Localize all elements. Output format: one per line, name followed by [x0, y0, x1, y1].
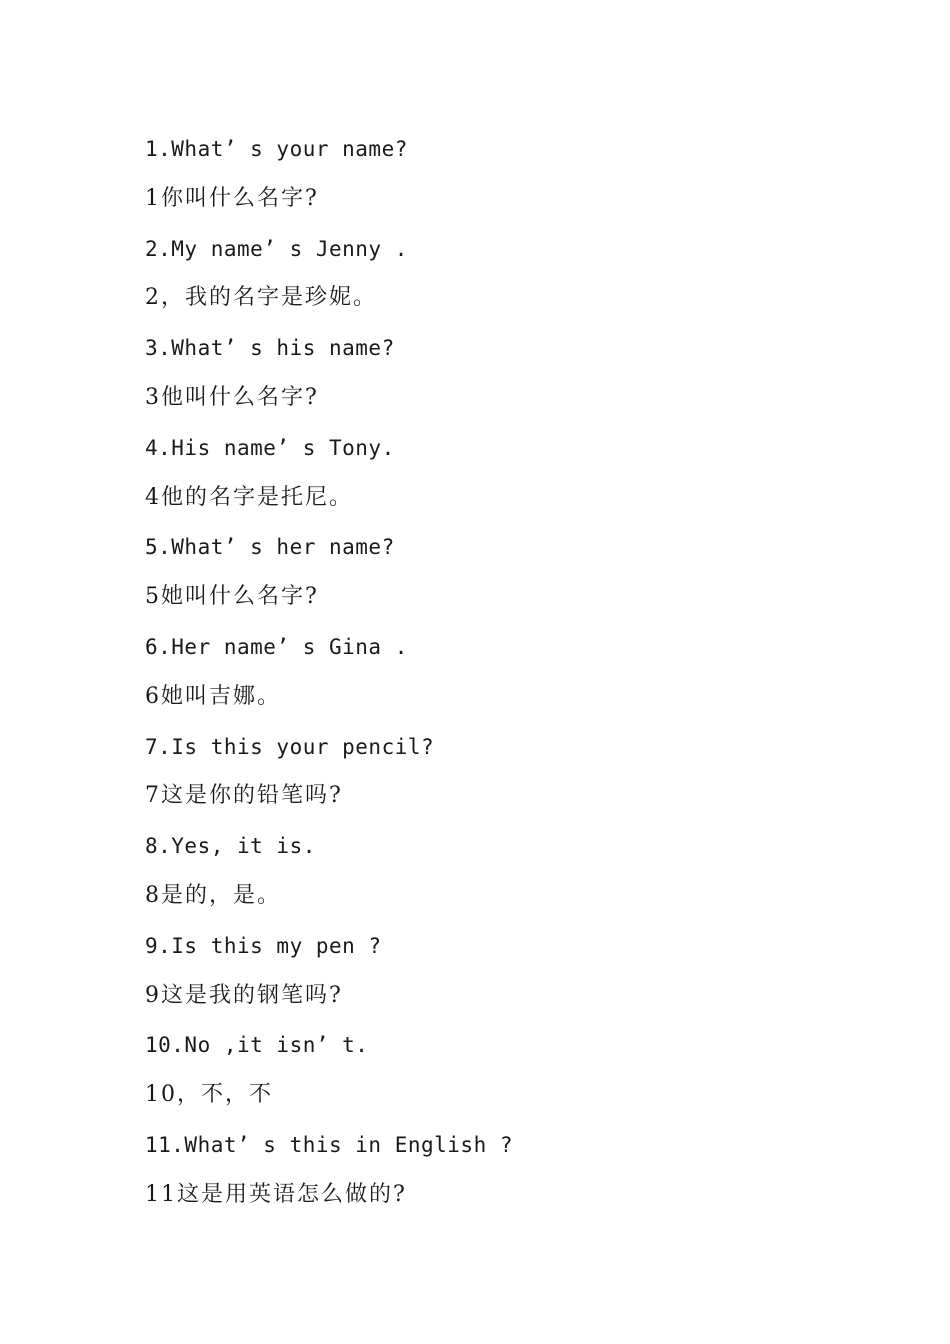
chinese-line: 10，不，不 — [145, 1082, 273, 1108]
english-line: 10.No ,it isn’ t. — [145, 1033, 369, 1058]
english-line: 4.His name’ s Tony. — [145, 435, 395, 460]
english-line: 5.What’ s her name? — [145, 535, 395, 560]
english-line: 6.Her name’ s Gina . — [145, 634, 408, 659]
chinese-line: 8是的，是。 — [145, 882, 281, 908]
chinese-line: 1你叫什么名字? — [145, 185, 319, 211]
chinese-line: 3他叫什么名字? — [145, 384, 319, 410]
chinese-line: 4他的名字是托尼。 — [145, 484, 353, 510]
english-line: 2.My name’ s Jenny . — [145, 236, 408, 261]
chinese-line: 2，我的名字是珍妮。 — [145, 285, 377, 311]
chinese-line: 9这是我的钢笔吗? — [145, 982, 343, 1008]
english-line: 9.Is this my pen ? — [145, 933, 382, 958]
english-line: 11.What’ s this in English ? — [145, 1132, 514, 1157]
english-line: 7.Is this your pencil? — [145, 734, 435, 759]
english-line: 1.What’ s your name? — [145, 137, 408, 161]
chinese-line: 5她叫什么名字? — [145, 584, 319, 610]
phrase-list — [145, 133, 905, 1229]
chinese-line: 11这是用英语怎么做的? — [145, 1181, 407, 1207]
chinese-line: 6她叫吉娜。 — [145, 683, 281, 709]
english-line: 3.What’ s his name? — [145, 336, 395, 361]
english-line: 8.Yes, it is. — [145, 834, 316, 859]
chinese-line: 7这是你的铅笔吗? — [145, 783, 343, 809]
